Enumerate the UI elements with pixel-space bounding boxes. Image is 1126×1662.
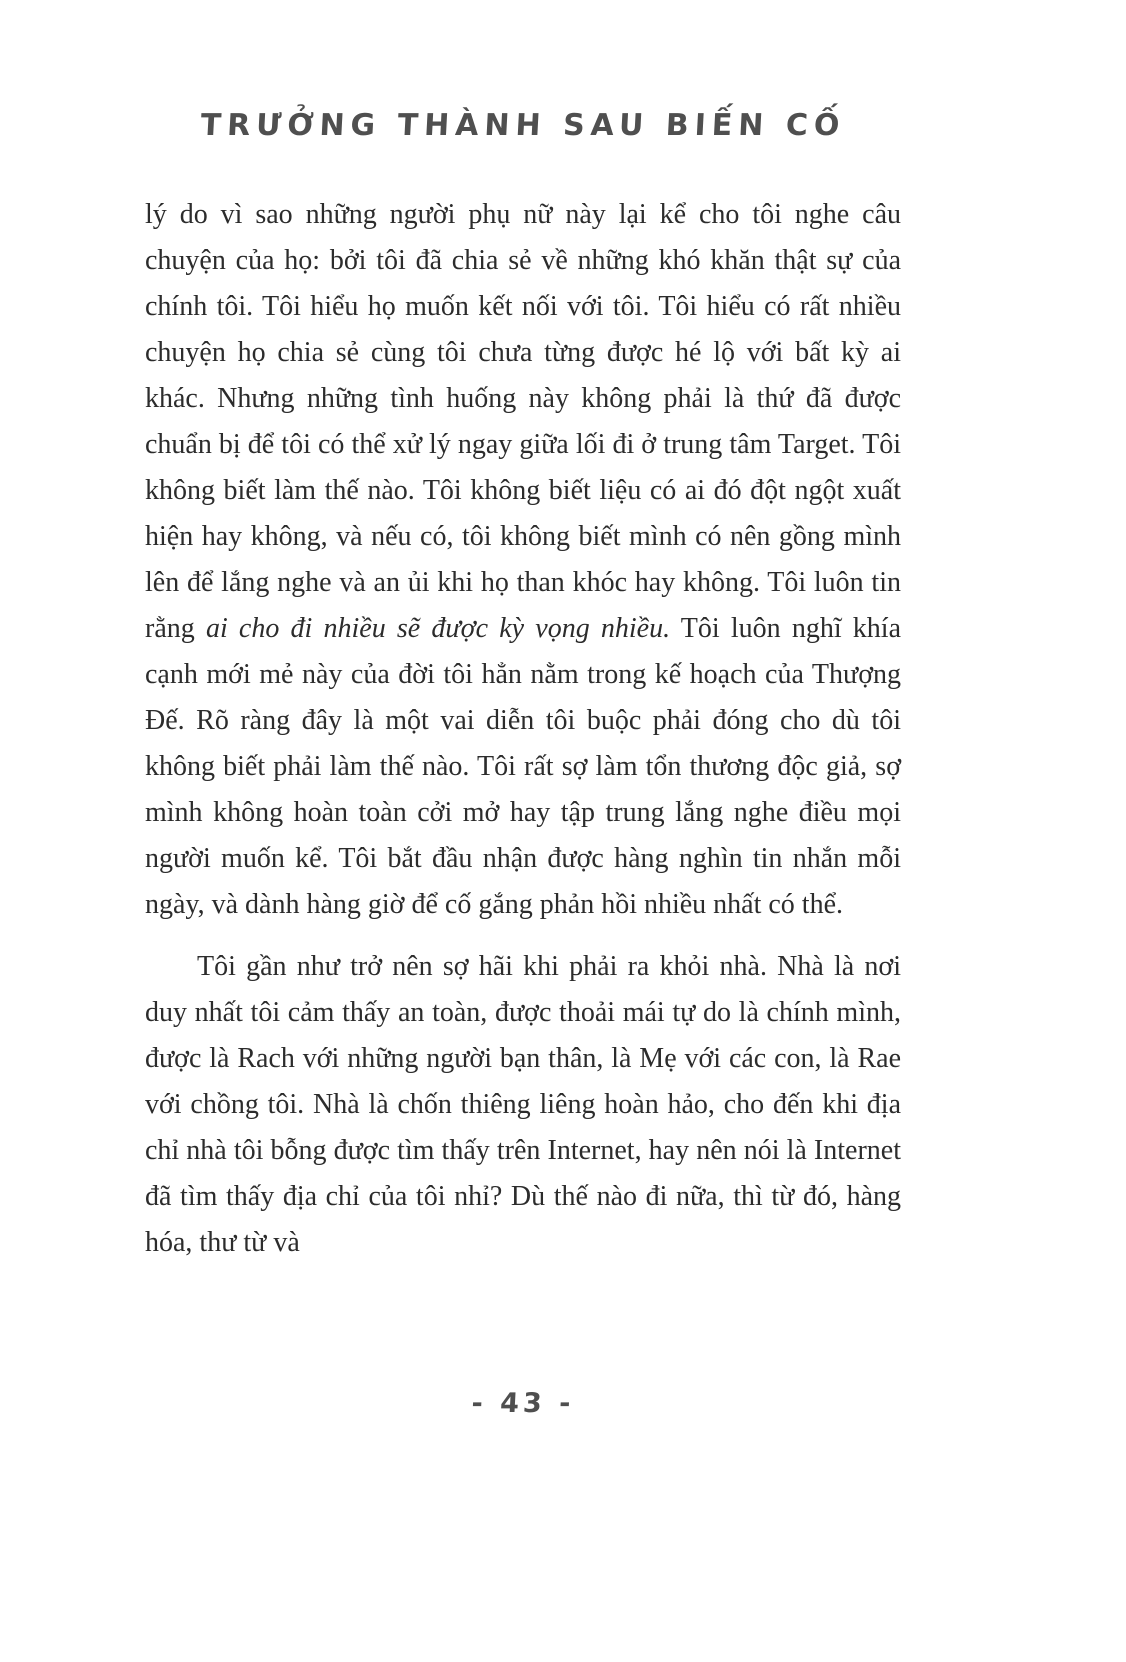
paragraph: Tôi gần như trở nên sợ hãi khi phải ra khỏi nhà. Nhà là nơi duy nhất tôi cảm thấy an toàn, được thoải mái tự do là chính mình, được là Rach với những người bạn thân, là Mẹ với các con, là Rae với chồng tôi. Nhà là chốn thiêng liêng hoàn hảo, cho đến khi địa chỉ nhà tôi bỗng được tìm thấy trên Internet, hay nên nói là Internet đã tìm thấy địa chỉ của tôi nhỉ? Dù thế nào đi nữa, thì từ đó, hàng hóa, thư từ và	[145, 951, 901, 1258]
page-number: - 43 -	[470, 1388, 576, 1419]
paragraph	[145, 192, 901, 928]
paragraph-text: lý do vì sao những người phụ nữ này lại kể cho tôi nghe câu chuyện của họ: bởi tôi đã chia sẻ về những khó khăn thật sự của chính tôi. Tôi hiểu họ muốn kết nối với tôi. Tôi hiểu có rất nhiều chuyện họ chia sẻ cùng tôi chưa từng được hé lộ với bất kỳ ai khác. Nhưng những tình huống này không phải là thứ đã được chuẩn bị để tôi có thể xử lý ngay giữa lối đi ở trung tâm Target. Tôi không biết làm thế nào. Tôi không biết liệu có ai đó đột ngột xuất hiện hay không, và nếu có, tôi không biết mình có nên gồng mình lên để lắng nghe và an ủi khi họ than khóc hay không. Tôi luôn tin rằng	[145, 199, 901, 644]
paragraph-text: Tôi luôn nghĩ khía cạnh mới mẻ này của đời tôi hẳn nằm trong kế hoạch của Thượng Đế. Rõ ràng đây là một vai diễn tôi buộc phải đóng cho dù tôi không biết phải làm thế nào. Tôi rất sợ làm tổn thương độc giả, sợ mình không hoàn toàn cởi mở hay tập trung lắng nghe điều mọi người muốn kể. Tôi bắt đầu nhận được hàng nghìn tin nhắn mỗi ngày, và dành hàng giờ để cố gắng phản hồi nhiều nhất có thể.	[145, 613, 901, 920]
italic-phrase: ai cho đi nhiều sẽ được kỳ vọng nhiều.	[205, 613, 671, 644]
chapter-title: TRƯỞNG THÀNH SAU BIẾN CỐ	[199, 108, 847, 143]
body-text	[145, 192, 901, 1266]
